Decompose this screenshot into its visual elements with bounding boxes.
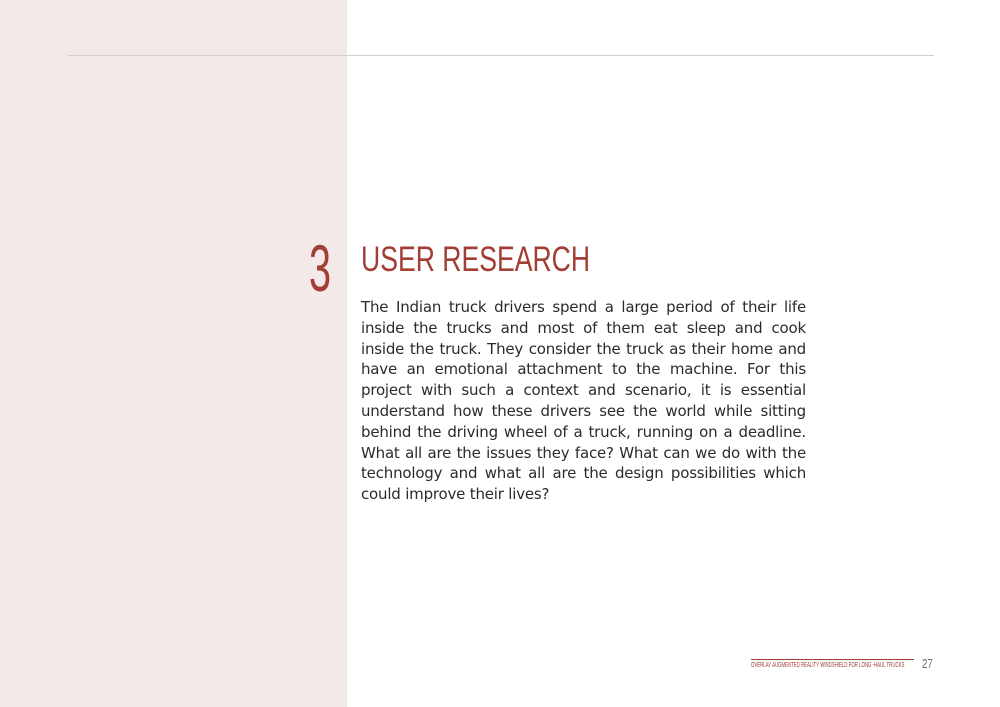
chapter-title: USER RESEARCH — [361, 240, 591, 279]
page-number: 27 — [922, 656, 933, 671]
footer-running-title: OVERLAY AUGMENTED REALITY WINDSHIELD FOR LONG -HAUL TRUCKS — [751, 662, 905, 669]
chapter-body-paragraph: The Indian truck drivers spend a large period of their life inside the trucks and most of them eat sleep and cook inside the truck. They consider the truck as their home and have an emotional attachment to the machine. For this project with such a context and scenario, it is essential understand how these drivers see the world while sitting behind the driving wheel of a truck, running on a deadline. What all are the issues they face? What can we do with the technology and what all are the design possibilities which could improve their lives? — [361, 298, 806, 504]
top-divider — [68, 55, 934, 56]
left-panel-background — [0, 0, 347, 707]
chapter-number: 3 — [309, 231, 332, 305]
footer-divider — [751, 659, 914, 660]
